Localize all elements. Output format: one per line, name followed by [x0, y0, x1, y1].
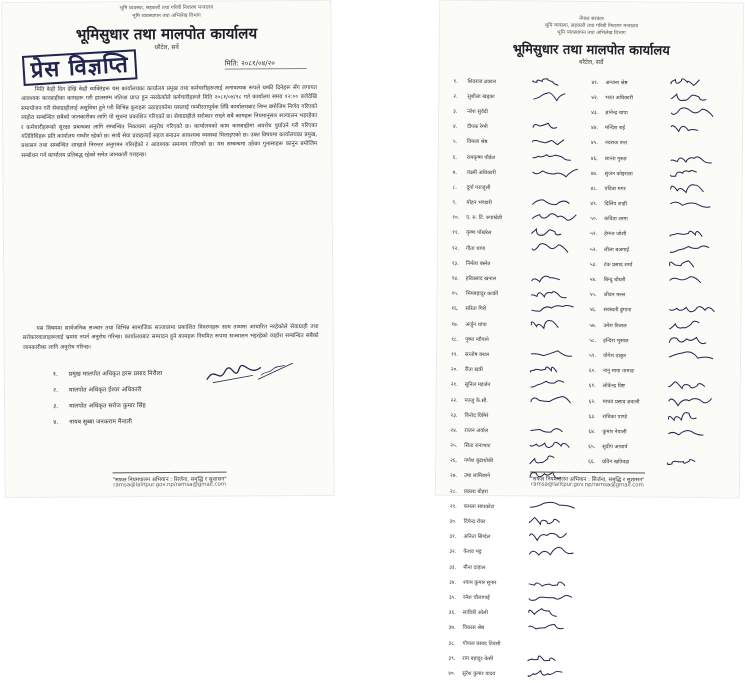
staff-number: २८.	[449, 488, 457, 495]
staff-column-left	[448, 73, 582, 682]
staff-name: योगेश ठाकुर	[603, 353, 627, 360]
staff-row	[450, 452, 579, 468]
staff-number: २६.	[450, 458, 458, 465]
staff-name: प्रविन खतिवडा	[602, 459, 630, 466]
staff-name: जीवन मल्ल	[603, 292, 626, 299]
staff-number: ६२.	[588, 398, 596, 405]
staff-row	[591, 150, 720, 166]
staff-number: १९.	[451, 351, 459, 358]
staff-row	[449, 589, 578, 605]
staff-name: राधिका पाण्डे	[602, 413, 628, 421]
staff-name: निर्मला बस्नेत	[465, 260, 491, 267]
staff-name: इन्दिरा भुसाल	[603, 337, 629, 345]
staff-name: सुनिल महर्जन	[464, 382, 491, 389]
staff-number: ४१.	[591, 79, 599, 86]
department-line: भूमि व्यवस्थापन तथा अभिलेख विभाग	[132, 12, 201, 20]
staff-number: ४८.	[590, 185, 598, 192]
staff-name: गीता थापा	[465, 245, 486, 252]
staff-row	[451, 377, 580, 393]
signature-mark	[530, 241, 572, 255]
staff-number: ९.	[452, 199, 457, 206]
staff-row	[449, 528, 578, 544]
staff-name: ए. रु. टि. रुपाखेती	[466, 215, 503, 222]
staff-number: २१.	[450, 382, 458, 389]
list-item: ३. मालपोत अधिकृत सरोज कुमार सिंह	[53, 402, 146, 410]
staff-number: १८.	[451, 336, 459, 343]
staff-name: दिलिप शाही	[604, 201, 627, 208]
staff-number: ४३.	[591, 109, 599, 117]
staff-number: ५०.	[590, 216, 598, 223]
staff-name: राम बहादुर केसी	[462, 655, 494, 662]
ministry-line: भूमि व्यवस्था, सहकारी तथा गरिबी निवारण मन्त्रालय	[544, 22, 639, 30]
signature-mark	[668, 258, 698, 272]
staff-number: ४६.	[590, 155, 598, 162]
staff-name: हेमन्त जोशी	[604, 231, 627, 238]
staff-name: ज्ञानेन्द्र थापा	[605, 110, 628, 117]
staff-number: ६.	[452, 154, 458, 161]
signature-mark	[528, 515, 564, 529]
signature-mark	[526, 651, 559, 665]
release-date: मिति: २०८१/०४/२०	[224, 59, 275, 68]
signature-mark	[527, 575, 569, 589]
staff-row	[452, 209, 581, 225]
staff-name: सरस्वती ढुंगाना	[603, 307, 632, 314]
staff-row	[450, 498, 579, 514]
footer-slogan: "सफल नियमपालन अभियान : सिर्जना, समृद्धि र सुशासन"	[436, 471, 739, 485]
staff-signature-page	[436, 1, 743, 678]
handwritten-note	[255, 359, 297, 385]
signature-mark	[527, 621, 568, 635]
staff-row	[588, 454, 717, 470]
signature-mark	[529, 347, 576, 361]
staff-row	[452, 225, 581, 241]
staff-row	[449, 604, 578, 620]
staff-name: शिवराज ढकाल	[467, 78, 496, 85]
signature-mark	[666, 425, 707, 439]
signature-mark	[667, 349, 717, 363]
staff-number: ३७.	[448, 625, 456, 632]
signature-mark	[669, 151, 716, 165]
staff-row	[452, 285, 581, 301]
staff-number: २४.	[450, 427, 458, 434]
staff-row	[453, 134, 582, 150]
staff-number: ६६.	[588, 459, 596, 466]
staff-number: १०.	[452, 215, 460, 222]
signature-mark	[528, 423, 566, 437]
signature-mark	[528, 454, 558, 468]
staff-number: १५.	[451, 291, 459, 298]
staff-row	[453, 103, 582, 119]
staff-name: लीला बजगाईं	[603, 246, 630, 254]
staff-name: केशव भट्ट	[463, 549, 482, 556]
staff-row	[451, 316, 580, 332]
staff-number: ४.	[453, 123, 458, 130]
staff-row	[588, 438, 717, 454]
signature-mark	[666, 455, 699, 469]
footer-email: ramsa@lalitpur.gov.np/ramsa@gmail.com	[531, 481, 644, 489]
staff-row	[452, 194, 581, 210]
staff-row	[591, 74, 720, 90]
staff-number: ६०.	[588, 368, 597, 375]
staff-number: १.	[453, 78, 458, 85]
staff-row	[590, 226, 719, 242]
staff-number: ३६.	[448, 609, 456, 617]
signature-mark	[667, 379, 709, 393]
staff-name: प्रकाश बोहरा	[463, 488, 488, 495]
staff-row	[451, 331, 580, 347]
staff-number: २०.	[450, 366, 459, 374]
staff-row	[448, 635, 577, 651]
staff-name: मञ्जु के.सी.	[464, 397, 489, 404]
signature-mark	[530, 196, 573, 210]
staff-number: ६५.	[588, 444, 596, 451]
staff-number: ५६.	[589, 307, 597, 314]
staff-row	[589, 317, 718, 333]
date-underline	[225, 68, 307, 70]
staff-row	[588, 423, 717, 439]
staff-name: भरत अधिकारी	[605, 94, 634, 102]
staff-number: २२.	[450, 397, 458, 404]
staff-name: पवित्रा मगर	[604, 186, 626, 193]
staff-row	[449, 620, 578, 636]
staff-row	[591, 120, 720, 136]
staff-name: लोकेन्द्र विष्ट	[602, 383, 625, 390]
staff-row	[453, 164, 582, 180]
staff-number: १२.	[451, 245, 460, 252]
staff-row	[450, 422, 579, 438]
staff-name: सुरेश कुमार यादव	[462, 670, 496, 678]
list-item: २. मालपोत अधिकृत ईश्वर अधिकारी	[52, 386, 142, 394]
signature-mark	[668, 197, 714, 211]
release-body	[21, 84, 319, 318]
staff-row	[591, 104, 720, 120]
staff-name: अनिता सिग्देल	[463, 534, 491, 541]
staff-row	[451, 361, 580, 377]
staff-name: दीपक रेग्मी	[467, 124, 488, 131]
government-line: नेपाल सरकार	[579, 15, 604, 23]
office-location: धरैटेल, सर्वे	[578, 58, 604, 67]
staff-number: ५३.	[589, 261, 597, 268]
staff-row	[589, 302, 718, 318]
staff-name: माधव प्रसाद ज्ञवाली	[602, 398, 640, 405]
staff-name: मोहन भण्डारी	[466, 200, 492, 207]
staff-row	[451, 392, 580, 408]
office-title: भूमिसुधार तथा मालपोत कार्यालय	[512, 42, 670, 59]
staff-number: ५५.	[589, 292, 597, 299]
staff-name: विमला श्रेष्ठ	[466, 139, 488, 146]
staff-name: भिमबहादुर कार्की	[465, 291, 498, 298]
staff-row	[450, 513, 579, 529]
staff-name: शान्ता गुरुङ	[604, 155, 627, 162]
staff-number: २७.	[449, 473, 458, 480]
staff-row	[590, 287, 719, 303]
staff-number: ५१.	[590, 231, 598, 238]
staff-name: श्याम कुमार सुनार	[463, 579, 497, 586]
release-body-2	[23, 323, 319, 363]
staff-row	[591, 165, 720, 181]
staff-name: सुशीला खड्का	[467, 93, 495, 100]
staff-name: गणेश बुढाथोकी	[464, 458, 494, 465]
staff-row	[452, 270, 581, 286]
staff-row	[589, 393, 718, 409]
staff-row	[451, 346, 580, 362]
staff-number: २५.	[450, 442, 458, 449]
staff-name: सावित्री ओली	[462, 610, 488, 617]
staff-number: ७.	[452, 169, 458, 176]
staff-row	[452, 240, 581, 256]
footer-slogan: "सफल नियमपालन अभियान : सिर्जना, समृद्धि र सुशासन"	[6, 471, 334, 484]
staff-number: ३१.	[449, 534, 457, 541]
staff-name: बिन्दु चौधरी	[603, 277, 626, 284]
staff-row	[588, 408, 717, 424]
signature-mark	[669, 90, 710, 104]
staff-number: ३८.	[448, 640, 456, 647]
staff-number: ४९.	[590, 201, 598, 208]
staff-number: ४५.	[590, 140, 598, 147]
staff-name: कविता लामा	[604, 216, 628, 223]
staff-number: ५४.	[589, 277, 597, 284]
staff-row	[452, 179, 581, 195]
department-line: भूमि व्यवस्थापन तथा अभिलेख विभाग	[557, 29, 626, 37]
staff-number: ३.	[453, 108, 458, 115]
signature-mark	[531, 74, 562, 88]
signature-mark	[669, 75, 703, 89]
staff-number: ३०.	[449, 518, 457, 525]
staff-row	[453, 88, 582, 104]
staff-name: कमला सापकोटा	[463, 503, 495, 511]
staff-number: २३.	[450, 412, 458, 419]
staff-row	[590, 211, 719, 227]
signature-mark	[527, 545, 577, 559]
staff-row	[590, 180, 719, 196]
staff-number: ८.	[452, 184, 457, 191]
staff-name: सरिता गिरी	[465, 306, 487, 313]
staff-name: लक्ष्मी अधिकारी	[466, 169, 496, 176]
signature-mark	[668, 273, 705, 287]
staff-number: ५२.	[589, 246, 598, 253]
signature-mark	[531, 135, 568, 149]
signature-mark	[527, 530, 570, 544]
signature-mark	[667, 394, 716, 408]
staff-row	[448, 665, 577, 681]
staff-row	[590, 196, 719, 212]
staff-name: उमेश रिजाल	[603, 322, 627, 329]
staff-name: सुदीप आचार्य	[602, 444, 628, 451]
ministry-line: भूमि व्यवस्था, सहकारी तथा गरिबी निवारण मन्त्रालय	[119, 4, 214, 12]
signature-mark	[530, 211, 580, 225]
signature-mark	[527, 590, 576, 604]
staff-name: गोपाल प्रसाद तिवारी	[462, 640, 501, 647]
staff-row	[448, 650, 577, 666]
staff-row	[589, 363, 718, 379]
staff-name: सुजन कोइराला	[604, 170, 633, 178]
staff-name: राजन अर्याल	[464, 427, 489, 435]
staff-column-right	[588, 74, 720, 470]
staff-row	[589, 347, 718, 363]
staff-row	[452, 255, 581, 271]
signature-mark	[668, 182, 707, 196]
staff-name: रामकृष्ण पौडेल	[466, 154, 496, 161]
signature-mark	[531, 165, 582, 179]
staff-number: ६१.	[588, 383, 596, 390]
signature-mark	[531, 150, 575, 164]
signature-mark	[668, 242, 713, 256]
staff-name: हरिप्रसाद खनाल	[465, 275, 497, 283]
staff-name: दुर्गा पराजुली	[466, 184, 491, 192]
staff-name: दिपेन्द्र रोका	[463, 518, 486, 526]
staff-name: रमेश चौलागाईं	[462, 594, 490, 602]
signature-mark	[668, 227, 706, 241]
staff-number: ३२.	[449, 549, 457, 556]
signature-mark	[669, 106, 717, 120]
staff-row	[591, 89, 720, 105]
staff-number: २९.	[449, 503, 457, 510]
staff-number: ६४.	[588, 428, 596, 435]
press-release-page	[2, 1, 333, 497]
staff-row	[590, 256, 719, 272]
staff-name: नरेश सुवेदी	[467, 108, 488, 116]
footer-email: ramsa@lalitpur.gov.np/ramsa@gmail.com	[113, 481, 227, 489]
staff-number: १४.	[451, 275, 459, 282]
staff-name: मन्दिरा राई	[605, 125, 626, 132]
signature-mark	[529, 363, 561, 377]
signature-mark	[529, 393, 575, 407]
staff-number: १३.	[451, 260, 459, 267]
signature-mark	[528, 439, 573, 453]
staff-name: नानु माया तामाङ	[602, 368, 635, 375]
staff-name: विनोद घिमिरे	[464, 412, 489, 419]
staff-name: रीता खत्री	[464, 367, 483, 374]
staff-number: १६.	[451, 306, 459, 313]
staff-name: कुमार नेपाली	[602, 429, 627, 436]
staff-name: कृष्ण पोखरेल	[466, 230, 492, 237]
signature-mark	[530, 272, 564, 286]
staff-name: अर्जुन थापा	[465, 321, 487, 328]
press-release-stamp: प्रेस विज्ञप्ति	[22, 49, 138, 86]
staff-number: ६३.	[588, 413, 596, 420]
staff-row	[451, 301, 580, 317]
staff-row	[590, 241, 719, 257]
list-item: १. प्रमुख मालपोत अधिकृत हरस प्रसाद निरौला	[52, 370, 163, 378]
staff-number: ५८.	[589, 337, 597, 344]
signature-mark	[667, 303, 718, 317]
staff-name: सिता रानाभाट	[464, 443, 491, 450]
staff-row	[453, 149, 582, 165]
staff-number: ५.	[452, 139, 458, 146]
staff-name: सन्तोष बराल	[465, 351, 490, 359]
staff-name: पुष्पा न्यौपाने	[465, 336, 489, 343]
staff-name: अन्जना श्रेष्ठ	[605, 79, 628, 86]
signature-mark	[531, 120, 561, 134]
staff-row	[450, 437, 579, 453]
signature-mark	[529, 317, 562, 331]
release-paragraph-1: मिति केही दिन देखि केही व्यक्तिहरू यस कार्यालयका कार्यालय प्रमुख तथा कर्मचारीहरूलाई अनावश्यक रूपले धम्की दिनेहरू सँग लगायत आवश्यक कारबाहीका कामहरू गरी हालसम्म नतिजा प्राप्त हुन नसकेकोले कर्मचारीहरूले मिति २०८१/०४/१८ गते कार्यालय समय १२:०० बजेदेखि समायोजन गरी सेवाग्राहीलाई असुविधा हुने गरी विभिन्न कुराहरू उठाइएकोमा यसलाई गम्भीरतापूर्वक लिँदै कार्यालयबाट निम्न बमोजिम निर्णय गरिएको व्यहोरा सम्बन्धित सबैको जानकारीका लागि यो सूचना प्रकाशित गरिएको छ। सेवाग्राहीले सरोकार राख्ने सबै कामहरू नियमानुसार सञ्चालन भइरहेका र कर्मचारीहरूको सुरक्षा प्रबन्धका लागि सम्बन्धित निकायमा अनुरोध गरिएको छ। कार्यालयको काम कारबाहीमा अवरोध पुर्याउने गरी गरिएका गतिविधिहरू प्रति कार्यालय गम्भीर रहेको छ। साथै सेवा प्रवाहलाई सहज बनाउन आवश्यक व्यवस्था मिलाइएको छ। उक्त विषयमा कार्यालयका प्रमुख, प्रशासन तथा सम्बन्धित शाखाले निरन्तर अनुगमन गरिरहेको र आवश्यक समन्वय गरिएको छ। यस सम्बन्धमा उठेका गुनासाहरू कानुन बमोजिम सम्बोधन गर्न कार्यालय प्रतिबद्ध रहेको समेत जानकारी गराइन्छ।	[20, 84, 318, 159]
staff-number: २.	[453, 93, 458, 100]
staff-row	[453, 73, 582, 89]
signature-mark	[530, 226, 565, 240]
staff-row	[449, 574, 578, 590]
signature-mark	[669, 166, 701, 180]
staff-row	[590, 271, 719, 287]
staff-row	[449, 544, 578, 560]
staff-number: ४७.	[590, 170, 598, 177]
release-paragraph-2: यस विषयमा सार्वजनिक सञ्चार तथा विभिन्न सामाजिक सञ्जालमा प्रकाशित विवरणहरू सत्य तथ्यमा आधारित नरहेकोले सेवाग्राही तथा सरोकारवालाहरूलाई भ्रममा नपर्न अनुरोध गरिन्छ। कार्यालयबाट सम्पादन हुने कामहरू नियमित रूपमा सञ्चालन भइरहेको व्यहोरा सम्बन्धित सबैको जानकारीका लागि अनुरोध गरिन्छ।	[22, 323, 319, 351]
staff-number: ११.	[452, 230, 460, 237]
staff-number: ३५.	[448, 594, 457, 601]
signature-mark	[529, 378, 568, 392]
signature-mark	[526, 666, 566, 680]
staff-row	[591, 135, 720, 151]
staff-number: ४४.	[591, 125, 599, 132]
staff-row	[453, 118, 582, 134]
staff-number: ४०.	[448, 670, 456, 677]
list-item: ४. नायब सुब्बा जनकराम मैनाली	[53, 418, 132, 426]
staff-row	[589, 378, 718, 394]
staff-row	[450, 407, 579, 423]
staff-number: ३३.	[449, 564, 457, 571]
staff-row	[589, 332, 718, 348]
staff-number: १७.	[451, 321, 459, 328]
office-location: धरैटेल, सर्वे	[154, 43, 179, 52]
signature-mark	[527, 606, 561, 620]
signature-mark	[669, 121, 702, 135]
signature-mark	[531, 89, 569, 103]
staff-name: मीना दाहाल	[463, 564, 486, 571]
staff-name: विकास श्रेष्ठ	[462, 625, 485, 632]
staff-name: टंक प्रसाद शर्मा	[603, 261, 633, 269]
staff-number: ४२.	[591, 94, 599, 101]
staff-number: ३९.	[448, 655, 456, 662]
staff-name: नवराज पन्त	[604, 140, 628, 147]
staff-number: ३४.	[449, 579, 457, 586]
staff-name: उषा लामिछाने	[463, 473, 491, 480]
staff-number: ५७.	[589, 322, 597, 329]
signature-mark	[666, 409, 700, 423]
signature-mark	[667, 333, 710, 347]
staff-row	[449, 559, 578, 575]
signature-mark	[530, 287, 571, 301]
staff-number: ५९.	[589, 352, 597, 360]
signature-mark	[529, 302, 577, 316]
office-title: भूमिसुधार तथा मालपोत कार्यालय	[75, 24, 258, 44]
signature-mark	[667, 318, 703, 332]
signature-mark	[528, 499, 579, 513]
